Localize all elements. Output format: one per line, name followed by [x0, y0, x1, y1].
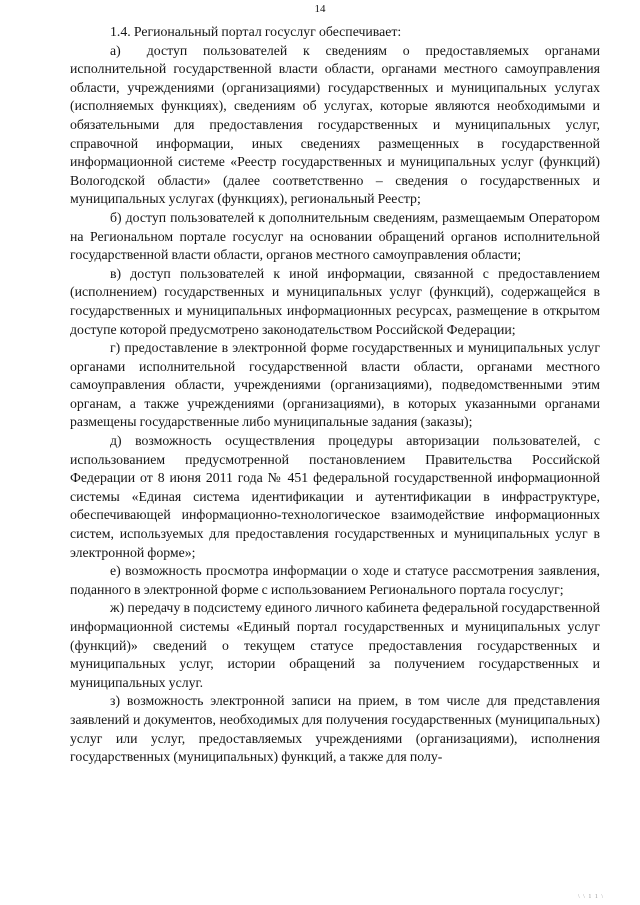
- list-item-a: [70, 42, 600, 209]
- list-item-marker: е): [110, 563, 121, 579]
- list-item-g: [70, 339, 600, 432]
- list-item-zh: [70, 599, 600, 692]
- list-item-text: доступ пользователей к сведениям о предоставляемых органами исполнительной государственной власти области, органами местного самоуправления области, учреждениями (организациями) государственных и муниципальных услугах (исполняемых функциях), сведениям об услугах, которые являются необходимыми и обязательными для предоставления государственных и муниципальных услуг, справочной информации, иных сведениях размещенных в государственной информационной системе «Реестр государственных и муниципальных услуг (функций) Вологодской области» (далее соответственно – сведения о государственных и муниципальных услугах (функциях), региональный Реестр;: [70, 42, 600, 207]
- list-item-marker: в): [110, 265, 122, 281]
- list-item-text: возможность осуществления процедуры авторизации пользователей, с использованием предусмотренной постановлением Правительства Российской Федерации от 8 июня 2011 года № 451 федеральной государственной информационной системы «Единая система идентификации и аутентификации в инфраструктуре, обеспечивающей информационно-технологическое взаимодействие информационных систем, используемых для предоставления государственных и муниципальных услуг в электронной форме»;: [70, 433, 601, 560]
- page-number: 14: [314, 3, 326, 15]
- list-item-text: возможность просмотра информации о ходе и статусе рассмотрения заявления, поданного в электронной форме с использованием Регионального портала госуслуг;: [70, 563, 600, 597]
- list-item-marker: г): [110, 340, 121, 356]
- list-item-b: [70, 209, 600, 265]
- list-item-marker: ж): [110, 600, 125, 616]
- list-item-v: [70, 265, 600, 339]
- list-item-marker: а): [110, 42, 121, 58]
- list-item-marker: д): [110, 433, 122, 449]
- list-item-text: возможность электронной записи на прием, в том числе для представления заявлений и документов, необходимых для получения государственных (муниципальных) услуг или услуг, предоставляемых учреждениями (организациями), исполнения государственных (муниципальных) функций, а также для полу-: [70, 693, 600, 765]
- scan-footer-mark: \ \ 1 1 \: [577, 894, 604, 900]
- list-item-d: [70, 432, 600, 562]
- list-item-marker: з): [110, 693, 121, 709]
- document-body: [70, 23, 600, 767]
- list-item-text: доступ пользователей к иной информации, связанной с предоставлением (исполнением) государственных и муниципальных услуг (функций), содержащейся в государственных и муниципальных информационных ресурсах, размещение в открытом доступе которой предусмотрено законодательством Российской Федерации;: [70, 265, 600, 337]
- section-heading: 1.4. Региональный портал госуслуг обеспечивает:: [110, 24, 402, 39]
- list-item-text: предоставление в электронной форме государственных и муниципальных услуг органами исполнительной государственной власти области, органами местного самоуправления области, учреждениями (организациями), подведомственными этим органам, а также учреждениями (организациями), в которых указанными органами размещены государственные либо муниципальные задания (заказы);: [70, 340, 600, 430]
- list-item-e: [70, 562, 600, 599]
- list-item-marker: б): [110, 209, 122, 225]
- list-item-text: доступ пользователей к дополнительным сведениям, размещаемым Оператором на Региональном портале госуслуг на основании обращений органов исполнительной государственной власти области, органов местного самоуправления области;: [70, 209, 600, 263]
- list-item-z: [70, 692, 600, 766]
- list-item-text: передачу в подсистему единого личного кабинета федеральной государственной информационной системы «Единый портал государственных и муниципальных услуг (функций)» сведений о текущем статусе предоставления государственных и муниципальных услуг, истории обращений за получением государственных и муниципальных услуг.: [70, 600, 601, 690]
